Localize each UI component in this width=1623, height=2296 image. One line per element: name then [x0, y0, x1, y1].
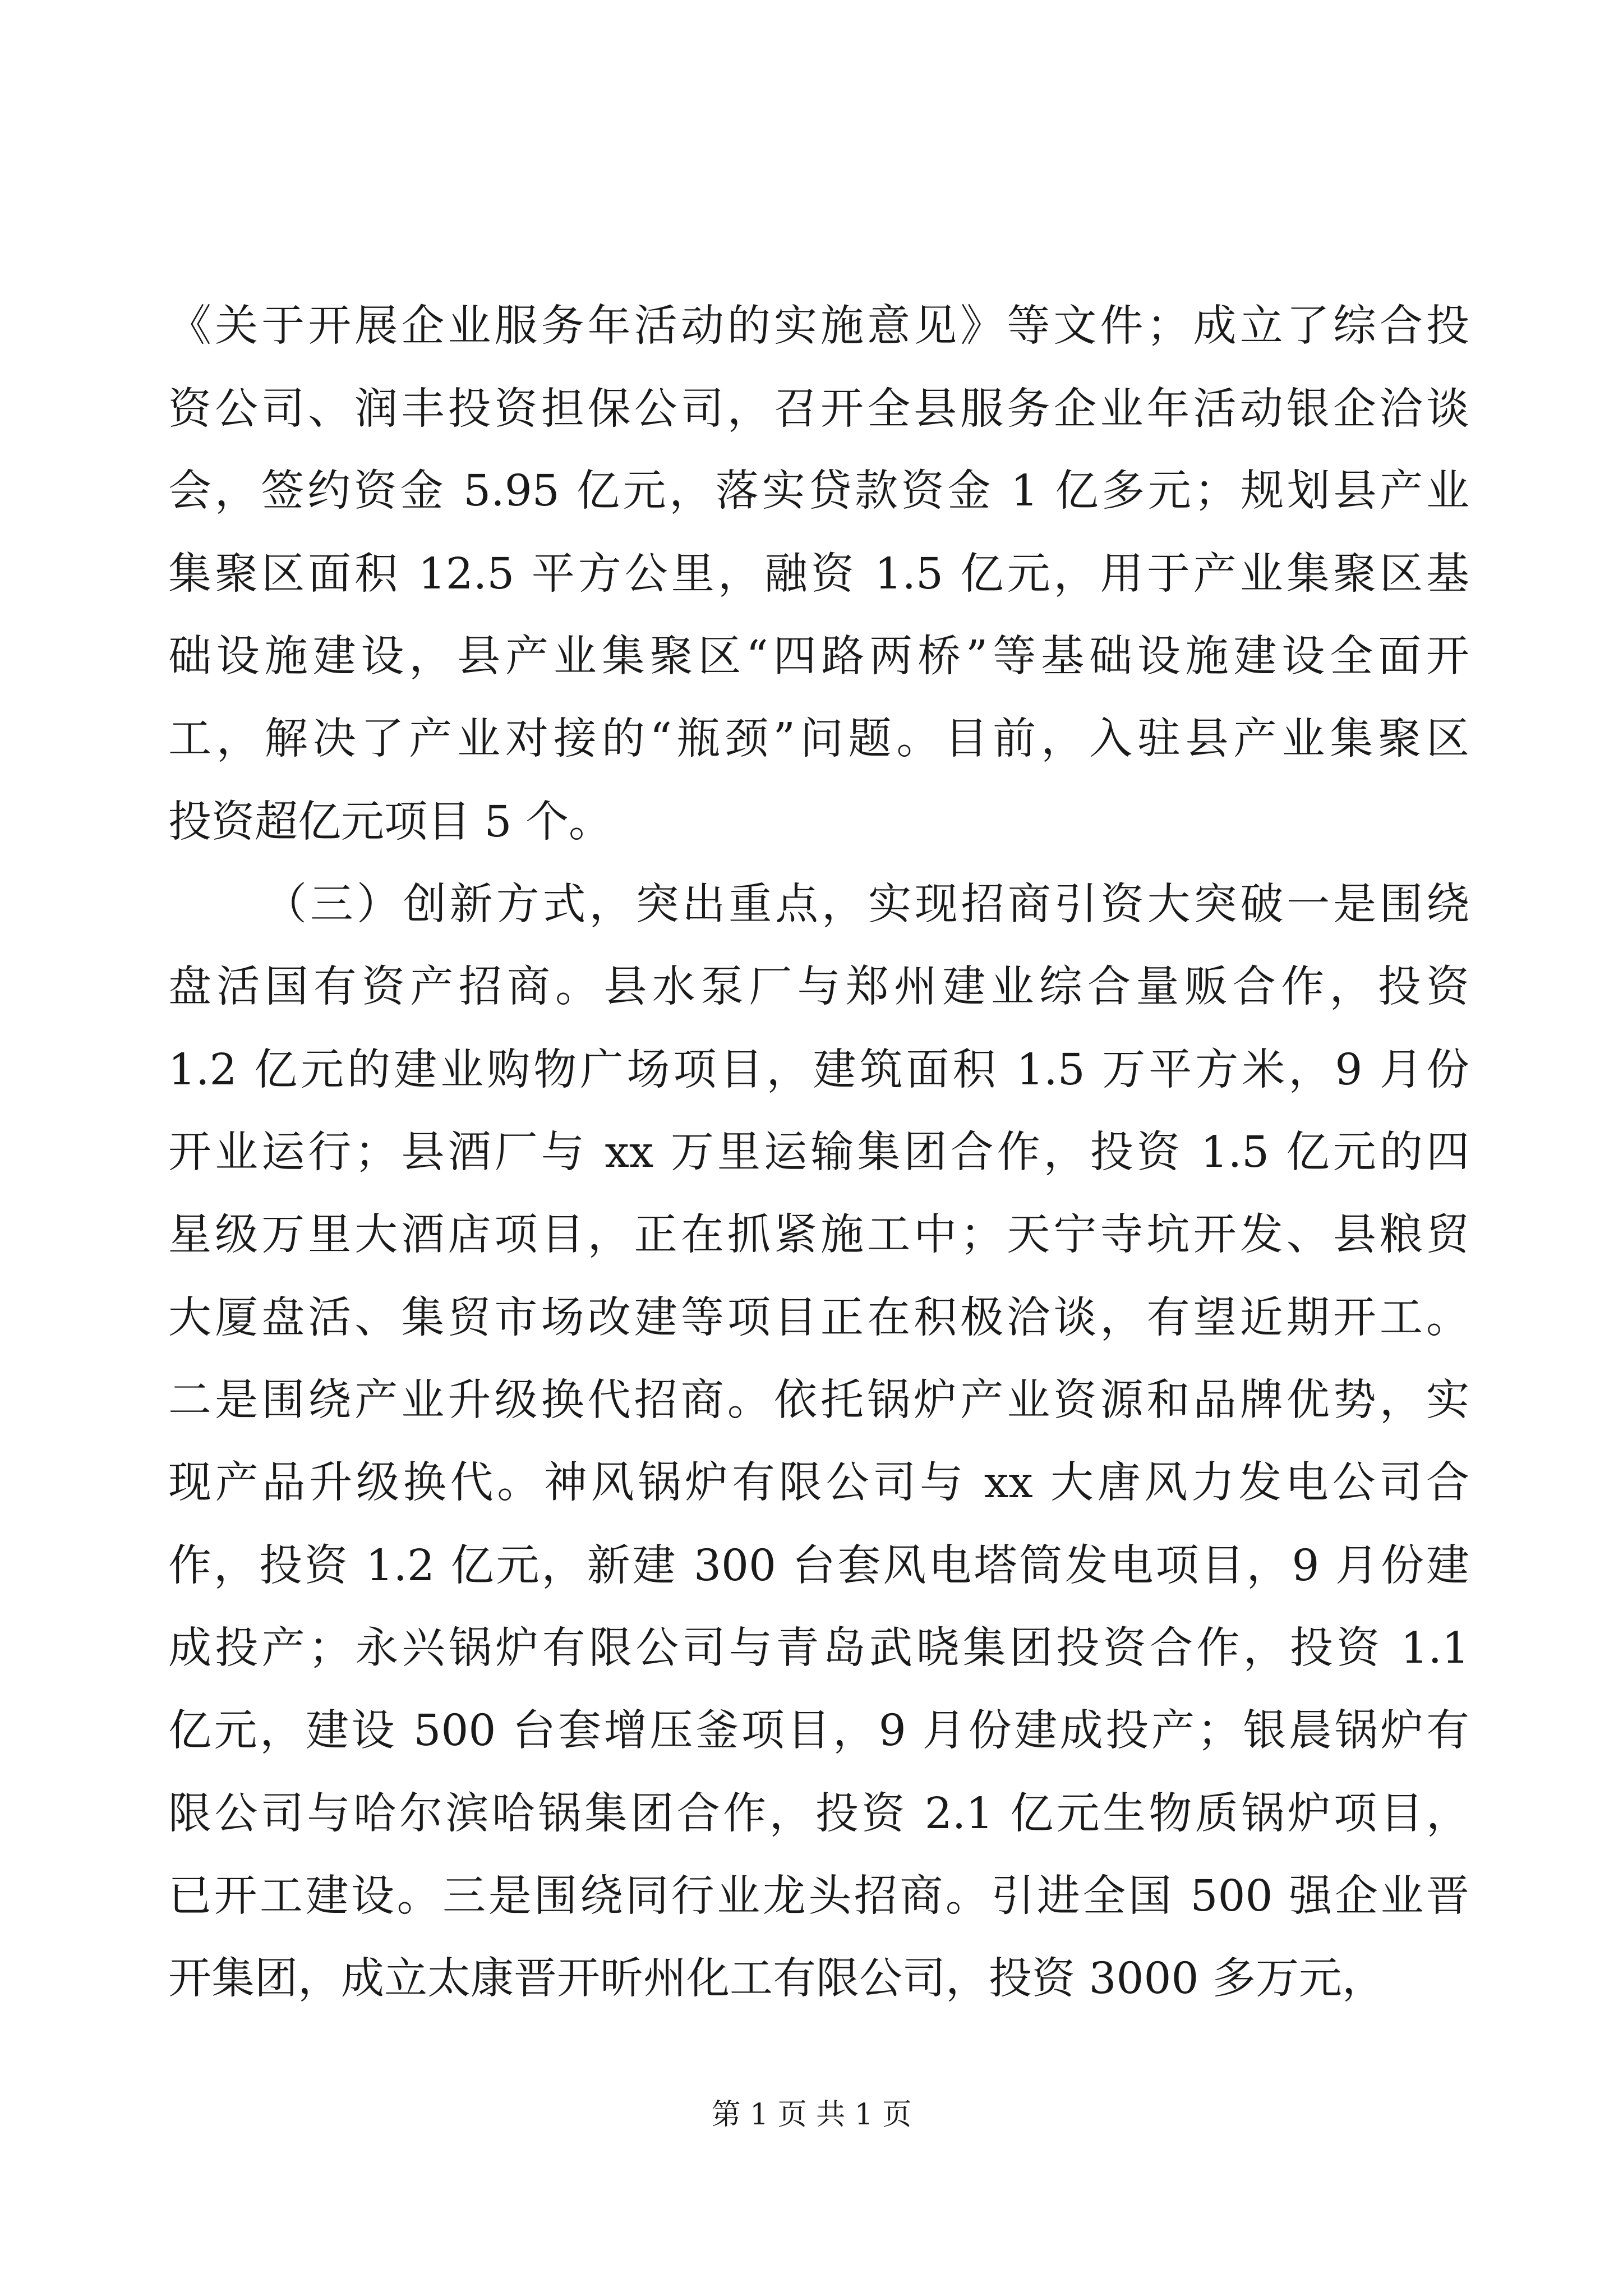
text-line-17: 成投产；永兴锅炉有限公司与青岛武晓集团投资合作，投资 1.1 — [168, 1623, 1469, 1673]
page-number-footer: 第 1 页 共 1 页 — [711, 2098, 912, 2132]
text-line-14: 二是围绕产业升级换代招商。依托锅炉产业资源和品牌优势，实 — [168, 1375, 1469, 1425]
text-line-9: 盘活国有资产招商。县水泵厂与郑州建业综合量贩合作，投资 — [168, 962, 1469, 1012]
text-line-8: （三）创新方式，突出重点，实现招商引资大突破一是围绕 — [264, 880, 1469, 930]
text-line-10: 1.2 亿元的建业购物广场项目，建筑面积 1.5 万平方米，9 月份 — [168, 1045, 1469, 1095]
text-line-5: 础设施建设，县产业集聚区“四路两桥”等基础设施建设全面开 — [168, 632, 1469, 682]
text-line-4: 集聚区面积 12.5 平方公里，融资 1.5 亿元，用于产业集聚区基 — [168, 549, 1469, 599]
text-line-6: 工，解决了产业对接的“瓶颈”问题。目前，入驻县产业集聚区 — [168, 714, 1469, 764]
text-line-15: 现产品升级换代。神风锅炉有限公司与 xx 大唐风力发电公司合 — [168, 1458, 1469, 1508]
text-line-11: 开业运行；县酒厂与 xx 万里运输集团合作，投资 1.5 亿元的四 — [168, 1128, 1469, 1177]
text-line-1: 《关于开展企业服务年活动的实施意见》等文件；成立了综合投 — [168, 301, 1469, 351]
text-line-16: 作，投资 1.2 亿元，新建 300 台套风电塔筒发电项目，9 月份建 — [168, 1541, 1469, 1591]
text-line-19: 限公司与哈尔滨哈锅集团合作，投资 2.1 亿元生物质锅炉项目， — [168, 1789, 1469, 1839]
text-line-20: 已开工建设。三是围绕同行业龙头招商。引进全国 500 强企业晋 — [168, 1871, 1469, 1921]
text-line-3: 会，签约资金 5.95 亿元，落实贷款资金 1 亿多元；规划县产业 — [168, 466, 1469, 516]
text-line-7: 投资超亿元项目 5 个。 — [168, 797, 612, 847]
text-line-2: 资公司、润丰投资担保公司，召开全县服务企业年活动银企洽谈 — [168, 384, 1469, 434]
text-line-13: 大厦盘活、集贸市场改建等项目正在积极洽谈，有望近期开工。 — [168, 1293, 1469, 1343]
text-line-12: 星级万里大酒店项目，正在抓紧施工中；天宁寺坑开发、县粮贸 — [168, 1210, 1469, 1260]
text-line-18: 亿元，建设 500 台套增压釜项目，9 月份建成投产；银晨锅炉有 — [168, 1706, 1469, 1756]
text-line-21: 开集团，成立太康晋开昕州化工有限公司，投资 3000 多万元， — [168, 1954, 1385, 2004]
